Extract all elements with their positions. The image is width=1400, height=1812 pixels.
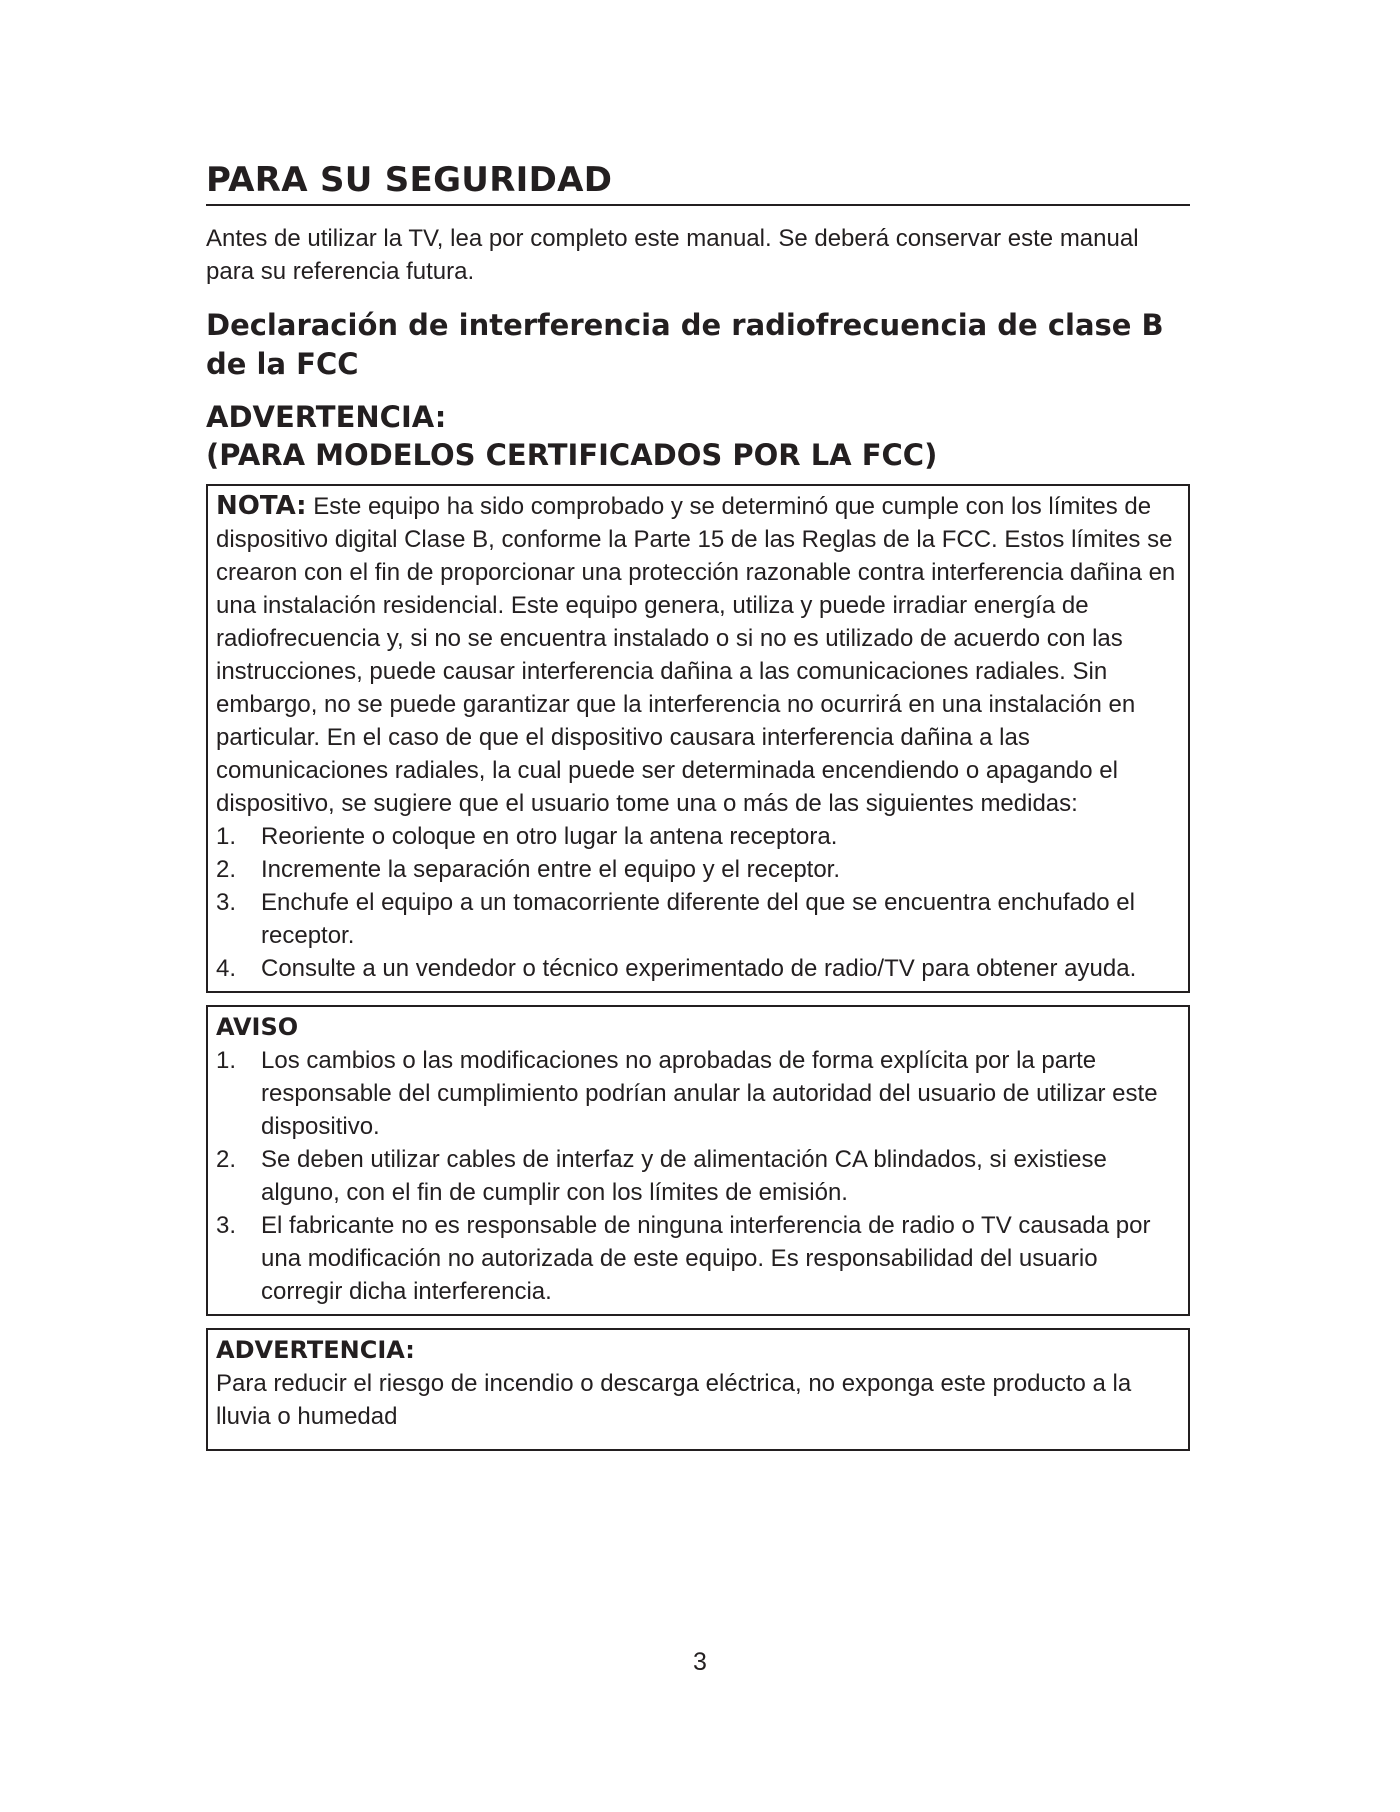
list-item-text: Reoriente o coloque en otro lugar la antena receptora. <box>261 823 838 850</box>
advertencia-heading: ADVERTENCIA: <box>216 1336 415 1364</box>
warning-heading-line1: ADVERTENCIA: <box>206 400 447 434</box>
list-item <box>216 820 1182 853</box>
list-item-number: 2. <box>216 1146 237 1173</box>
list-item-number: 4. <box>216 955 237 982</box>
fcc-heading: Declaración de interferencia de radiofrecuencia de clase B de la FCC <box>206 308 1164 381</box>
list-item-text: Se deben utilizar cables de interfaz y de alimentación CA blindados, si existiese alguno, con el fin de cumplir con los límites de emisión. <box>261 1146 1107 1206</box>
list-item <box>216 952 1182 985</box>
list-item-text: Consulte a un vendedor o técnico experimentado de radio/TV para obtener ayuda. <box>261 955 1137 982</box>
list-item-text: Enchufe el equipo a un tomacorriente diferente del que se encuentra enchufado el receptor. <box>261 889 1135 949</box>
intro-paragraph: Antes de utilizar la TV, lea por completo este manual. Se deberá conservar este manual para su referencia futura. <box>206 225 1139 285</box>
advertencia-text: Para reducir el riesgo de incendio o descarga eléctrica, no exponga este producto a la lluvia o humedad <box>216 1370 1132 1430</box>
list-item-text: El fabricante no es responsable de ninguna interferencia de radio o TV causada por una modificación no autorizada de este equipo. Es responsabilidad del usuario corregir dicha interferencia. <box>261 1212 1151 1305</box>
aviso-list <box>216 1044 1182 1308</box>
page-content <box>206 160 1190 1451</box>
list-item <box>216 1209 1182 1308</box>
list-item <box>216 1143 1182 1209</box>
advertencia-box <box>206 1328 1190 1451</box>
nota-list <box>216 820 1182 985</box>
nota-label: NOTA: <box>216 491 307 521</box>
list-item-number: 1. <box>216 823 237 850</box>
warning-heading <box>206 398 1190 474</box>
page-title: PARA SU SEGURIDAD <box>206 160 1190 206</box>
aviso-heading: AVISO <box>216 1013 299 1041</box>
list-item-number: 1. <box>216 1047 237 1074</box>
list-item <box>216 886 1182 952</box>
list-item <box>216 1044 1182 1143</box>
list-item-number: 2. <box>216 856 237 883</box>
nota-text: Este equipo ha sido comprobado y se determinó que cumple con los límites de dispositivo digital Clase B, conforme la Parte 15 de las Reglas de la FCC. Estos límites se crearon con el fin de proporcionar una protección razonable contra interferencia dañina en una instalación residencial. Este equipo genera, utiliza y puede irradiar energía de radiofrecuencia y, si no se encuentra instalado o si no es utilizado de acuerdo con las instrucciones, puede causar interferencia dañina a las comunicaciones radiales. Sin embargo, no se puede garantizar que la interferencia no ocurrirá en una instalación en particular. En el caso de que el dispositivo causara interferencia dañina a las comunicaciones radiales, la cual puede ser determinada encendiendo o apagando el dispositivo, se sugiere que el usuario tome una o más de las siguientes medidas: <box>216 493 1176 817</box>
list-item-text: Los cambios o las modificaciones no aprobadas de forma explícita por la parte responsable del cumplimiento podrían anular la autoridad del usuario de utilizar este dispositivo. <box>261 1047 1158 1140</box>
warning-heading-line2: (PARA MODELOS CERTIFICADOS POR LA FCC) <box>206 438 938 472</box>
nota-paragraph <box>216 490 1182 820</box>
nota-box <box>206 484 1190 993</box>
list-item-text: Incremente la separación entre el equipo y el receptor. <box>261 856 841 883</box>
list-item-number: 3. <box>216 1212 237 1239</box>
list-item <box>216 853 1182 886</box>
page-number: 3 <box>693 1648 707 1676</box>
list-item-number: 3. <box>216 889 237 916</box>
aviso-box <box>206 1005 1190 1316</box>
